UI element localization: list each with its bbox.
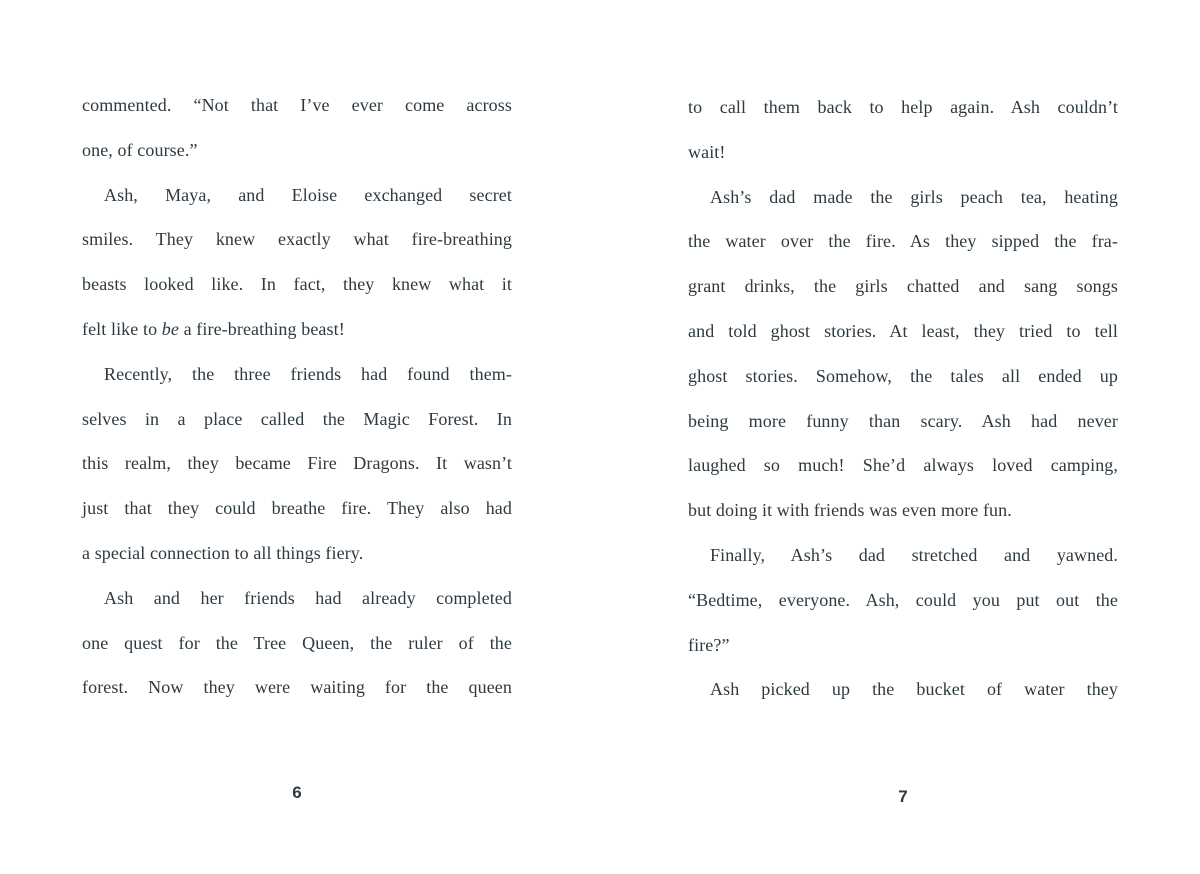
text-line: a special connection to all things fiery. bbox=[82, 542, 364, 563]
text-line: but doing it with friends was even more fun. bbox=[688, 500, 1012, 521]
text-line: ghost stories. Somehow, the tales all ended up bbox=[688, 365, 1118, 386]
text-line: grant drinks, the girls chatted and sang songs bbox=[688, 276, 1118, 297]
text-line: being more funny than scary. Ash had never bbox=[688, 410, 1118, 431]
text-segment: felt like to bbox=[82, 318, 162, 339]
page-number-left: 6 bbox=[292, 783, 302, 802]
text-line: Ash and her friends had already completed bbox=[104, 587, 512, 608]
text-line: just that they could breathe fire. They also had bbox=[82, 498, 512, 519]
text-line: laughed so much! She’d always loved camping, bbox=[688, 455, 1118, 476]
book-page-right bbox=[688, 85, 1118, 712]
text-line bbox=[82, 307, 512, 352]
text-line: to call them back to help again. Ash couldn’t bbox=[688, 97, 1118, 117]
text-line: commented. “Not that I’ve ever come across bbox=[82, 95, 512, 115]
text-line: and told ghost stories. At least, they tried to tell bbox=[688, 320, 1118, 341]
text-line: fire?” bbox=[688, 634, 730, 655]
text-line: one quest for the Tree Queen, the ruler of the bbox=[82, 632, 512, 653]
text-line: smiles. They knew exactly what fire-breathing bbox=[82, 229, 512, 250]
text-line: beasts looked like. In fact, they knew what it bbox=[82, 274, 512, 295]
text-line: wait! bbox=[688, 141, 726, 162]
text-line: Ash picked up the bucket of water they bbox=[710, 679, 1118, 700]
page-number-right: 7 bbox=[898, 787, 908, 806]
text-line: forest. Now they were waiting for the queen bbox=[82, 677, 512, 698]
text-line: Finally, Ash’s dad stretched and yawned. bbox=[710, 544, 1118, 565]
book-page-left bbox=[82, 83, 512, 710]
italic-word: be bbox=[161, 318, 179, 339]
text-line: Ash’s dad made the girls peach tea, heating bbox=[710, 186, 1118, 207]
text-line: Recently, the three friends had found them- bbox=[104, 363, 512, 384]
text-line: the water over the fire. As they sipped the fra- bbox=[688, 231, 1118, 252]
text-line: one, of course.” bbox=[82, 139, 198, 160]
text-line: selves in a place called the Magic Forest. In bbox=[82, 408, 512, 429]
text-segment: a fire-breathing beast! bbox=[178, 318, 345, 339]
text-line: Ash, Maya, and Eloise exchanged secret bbox=[104, 184, 512, 205]
text-line: “Bedtime, everyone. Ash, could you put out the bbox=[688, 589, 1118, 610]
text-line: this realm, they became Fire Dragons. It wasn’t bbox=[82, 453, 512, 474]
